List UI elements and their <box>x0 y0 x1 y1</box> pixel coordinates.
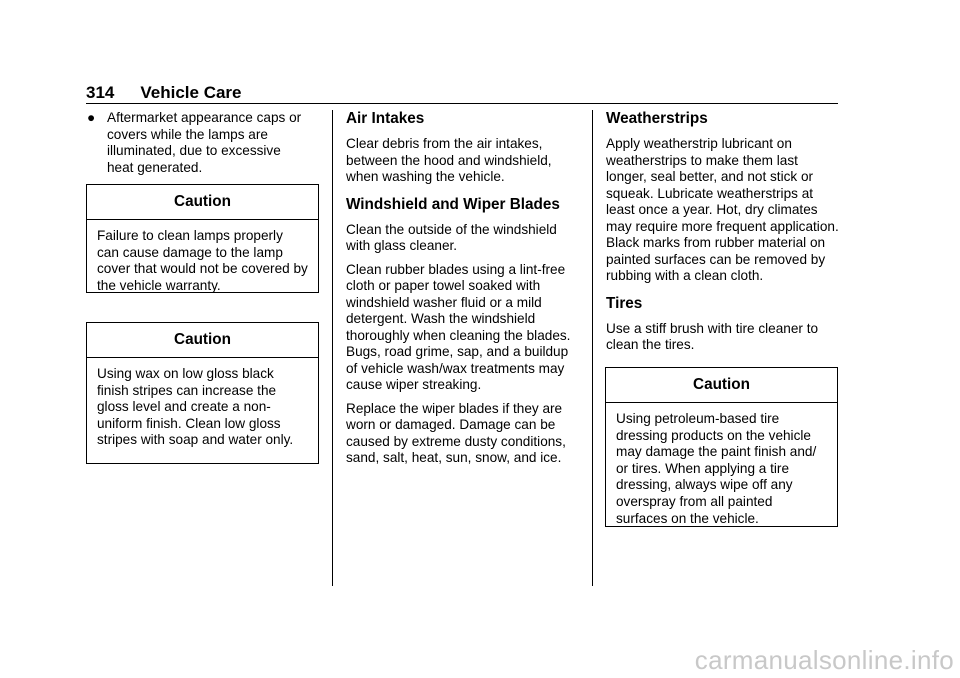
caution-body: Using petroleum-based tire dressing products on the vehicle may damage the paint finish and/ or tires. When applying a tire dressing, always wipe off any overspray from all painted surfaces on the vehicle. <box>616 411 817 526</box>
watermark: carmanualsonline.info <box>694 645 954 675</box>
weatherstrips-text: Apply weatherstrip lubricant on weatherstrips to make them last longer, seal better, and not stick or squeak. Lubricate weatherstrips at least once a year. Hot, dry climates may require more frequent application. Black marks from rubber material on painted surfaces can be removed by rubbing with a clean cloth. <box>606 136 839 283</box>
caution-body: Failure to clean lamps properly can cause damage to the lamp cover that would not be covered by the vehicle warranty. <box>97 228 308 293</box>
caution-box-wax <box>86 322 319 464</box>
column-3 <box>606 110 840 361</box>
tires-heading: Tires <box>606 294 643 312</box>
header-rule <box>86 103 838 104</box>
bullet-text: Aftermarket appearance caps or covers while the lamps are illuminated, due to excessive heat generated. <box>107 110 302 175</box>
bullet-item <box>86 110 320 176</box>
caution-box-tire-dressing <box>605 367 838 527</box>
caution-title: Caution <box>87 323 318 358</box>
page-header <box>86 83 838 103</box>
caution-title: Caution <box>87 185 318 220</box>
column-divider <box>592 110 593 586</box>
caution-title: Caution <box>606 368 837 403</box>
air-intakes-text: Clear debris from the air intakes, between the hood and windshield, when washing the vehicle. <box>346 136 552 184</box>
windshield-heading: Windshield and Wiper Blades <box>346 195 560 213</box>
page-number: 314 <box>86 83 115 102</box>
windshield-para-1: Clean the outside of the windshield with glass cleaner. <box>346 221 557 253</box>
column-2 <box>346 110 580 474</box>
section-title: Vehicle Care <box>140 83 242 102</box>
air-intakes-heading: Air Intakes <box>346 110 425 127</box>
bullet-dot-icon: ● <box>87 110 96 125</box>
caution-body: Using wax on low gloss black finish stripes can increase the gloss level and create a non-uniform finish. Clean low gloss stripes with soap and water only. <box>97 366 294 448</box>
weatherstrips-heading: Weatherstrips <box>606 110 708 127</box>
tires-text: Use a stiff brush with tire cleaner to clean the tires. <box>606 320 819 352</box>
column-divider <box>332 110 333 586</box>
column-1 <box>86 110 320 176</box>
windshield-para-2: Clean rubber blades using a lint-free cloth or paper towel soaked with windshield washer fluid or a mild detergent. Wash the windshield thoroughly when cleaning the blades. Bugs, road grime, sap, and a buildup of vehicle wash/wax treatments may cause wiper streaking. <box>346 261 571 392</box>
caution-box-lamps <box>86 184 319 293</box>
windshield-para-3: Replace the wiper blades if they are worn or damaged. Damage can be caused by extreme dusty conditions, sand, salt, heat, sun, snow, and ice. <box>346 400 566 465</box>
